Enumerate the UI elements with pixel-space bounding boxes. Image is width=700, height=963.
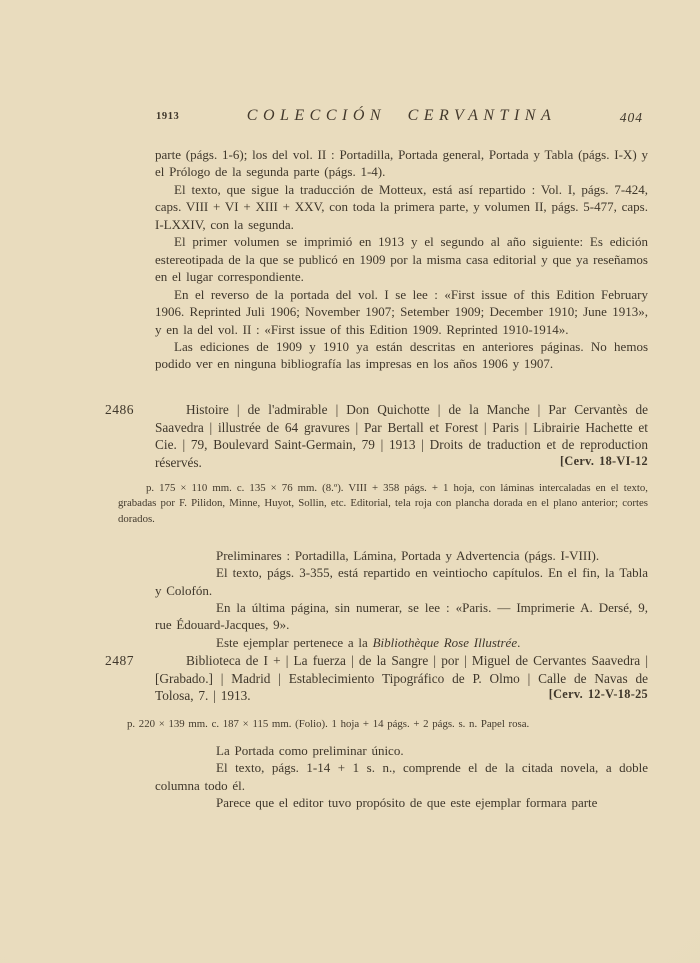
entry-number: 2486 xyxy=(105,402,134,417)
paragraph: Las ediciones de 1909 y 1910 ya están descritas en anteriores páginas. No hemos podido ver en ninguna bibliografía las impresas en los años 1906 y 1907. xyxy=(155,338,648,372)
shelfmark-ref: [Cerv. 18-VI-12 xyxy=(560,453,648,468)
description-paragraph: El texto, págs. 1-14 + 1 s. n., comprende el de la citada novela, a doble columna todo él. xyxy=(155,760,648,793)
description-paragraph: Parece que el editor tuvo propósito de que este ejemplar formara parte xyxy=(216,795,598,811)
running-head-year: 1913 xyxy=(156,111,180,122)
entry-number: 2487 xyxy=(105,653,134,668)
collation-note: p. 220 × 139 mm. c. 187 × 115 mm. (Folio). 1 hoja + 14 págs. + 2 págs. s. n. Papel rosa. xyxy=(127,717,530,730)
description-paragraph: La Portada como preliminar único. xyxy=(216,742,404,758)
entry-description xyxy=(155,742,648,812)
provenance-note xyxy=(155,634,648,651)
paragraph: En el reverso de la portada del vol. I se lee : «First issue of this Edition February 1906. Reprinted Juli 1906; November 1907; Setember 1909; December 1910; June 1913», y en la del vol. II : «First issue of this Edition 1909. Reprinted 1910-1914». xyxy=(155,286,648,337)
paragraph: parte (págs. 1-6); los del vol. II : Portadilla, Portada general, Portada y Tabla (págs. I-X) y el Prólogo de la segunda parte (págs. 1-4). xyxy=(155,147,648,180)
description-paragraph: El texto, págs. 3-355, está repartido en veintiocho capítulos. En el fin, la Tabla y Colofón. xyxy=(155,565,648,598)
series-name: Bibliothèque Rose Illustrée xyxy=(372,634,518,650)
entry-2487 xyxy=(105,652,648,812)
provenance-period: . xyxy=(517,634,521,650)
entry-title-text: Biblioteca de I + | La fuerza | de la Sangre | por | Miguel de Cervantes Saavedra | [Grabado.] | Madrid | Establecimiento Tipográfico de P. Olmo | Calle de Navas de Tolosa, 7. | 1913. xyxy=(155,653,648,704)
running-head xyxy=(155,107,648,131)
paragraph: El texto, que sigue la traducción de Motteux, está así repartido : Vol. I, págs. 7-424, caps. VIII + VI + XIII + XXV, con toda la primera parte, y volumen II, págs. 5-477, caps. I-LXXIV, con la segunda. xyxy=(155,181,648,232)
paragraph: El primer volumen se imprimió en 1913 y el segundo al año siguiente: Es edición estereotipada de la que se publicó en 1909 por la misma casa editorial y que ya reseñamos en el lugar correspondiente. xyxy=(155,234,648,285)
entry-title-text: Histoire | de l'admirable | Don Quichotte | de la Manche | Par Cervantès de Saavedra | illustrée de 64 gravures | Par Bertall et Forest | Paris | Librairie Hachette et Cie. | 79, Boulevard Saint-Germain, 79 | 1913 | Droits de traduction et de reproduction réservés. xyxy=(155,402,648,470)
entry-title xyxy=(155,401,648,471)
entry-description xyxy=(155,547,648,652)
description-paragraph: Preliminares : Portadilla, Lámina, Portada y Advertencia (págs. I-VIII). xyxy=(216,547,600,563)
entry-title xyxy=(155,652,648,705)
provenance-text: Este ejemplar pertenece a la xyxy=(216,634,373,650)
description-paragraph: En la última página, sin numerar, se lee : «Paris. — Imprimerie A. Dersé, 9, rue Édouard-Jacques, 9». xyxy=(155,600,648,633)
entry-2486 xyxy=(105,401,648,651)
running-head-title: COLECCIÓN CERVANTINA xyxy=(246,107,557,124)
shelfmark-ref: [Cerv. 12-V-18-25 xyxy=(548,687,648,702)
page-number: 404 xyxy=(619,110,643,125)
collation-note: p. 175 × 110 mm. c. 135 × 76 mm. (8.º). VIII + 358 págs. + 1 hoja, con láminas intercaladas en el texto, grabadas por F. Pilidon, Minne, Huyot, Sollin, etc. Editorial, tela roja con plancha dorada en el plano anterior; cortes dorados. xyxy=(118,482,648,525)
entry-continuation-text xyxy=(155,146,648,373)
